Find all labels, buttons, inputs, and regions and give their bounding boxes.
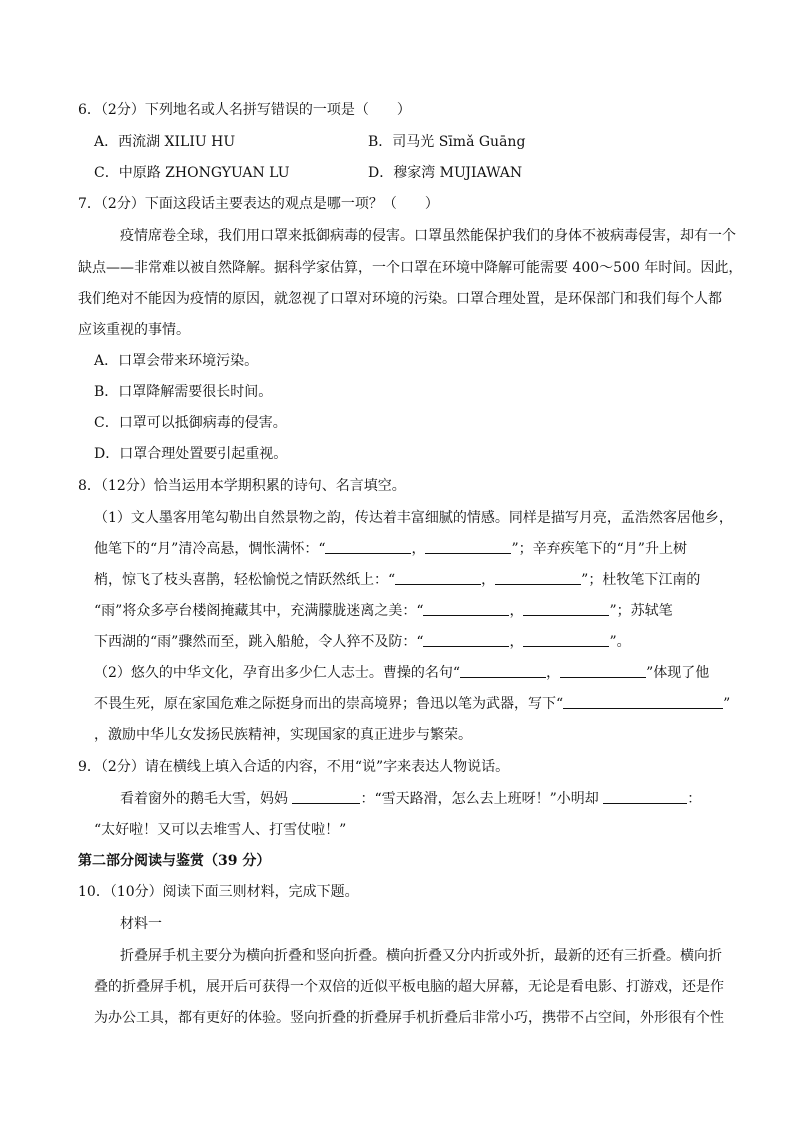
- answer-blank[interactable]: [460, 663, 546, 678]
- q8-line-6: [94, 663, 709, 683]
- q7-option-c: C．口罩可以抵御病毒的侵害。: [94, 415, 287, 431]
- answer-blank[interactable]: [425, 539, 511, 554]
- q9-line-1-text-a: 看着窗外的鹅毛大雪，妈妈: [120, 791, 288, 807]
- q7-passage-line-4: 应该重视的事情。: [78, 322, 190, 338]
- answer-blank[interactable]: [292, 789, 360, 804]
- q10-material-line-2: 叠的折叠屏手机，展开后可获得一个双倍的近似平板电脑的超大屏幕，无论是看电影、打游戏，还是作: [94, 979, 724, 995]
- q8-line-3: [94, 570, 700, 590]
- answer-blank[interactable]: [495, 570, 581, 585]
- section-heading: 第二部分阅读与鉴赏（39 分）: [78, 853, 271, 869]
- q6-option-a: A．西流湖 XILIU HU: [94, 134, 236, 150]
- q8-line-2-text-b: ，: [411, 541, 426, 557]
- q10-material-line-3: 为办公工具，都有更好的体验。竖向折叠的折叠屏手机折叠后非常小巧，携带不占空间，外形很有个性: [94, 1010, 724, 1026]
- q8-line-5-text-c: ”。: [609, 634, 631, 650]
- answer-blank[interactable]: [523, 632, 609, 647]
- q6-option-c: C．中原路 ZHONGYUAN LU: [94, 165, 290, 181]
- q7-option-b: B．口罩降解需要很长时间。: [94, 384, 273, 400]
- q8-line-4: [94, 601, 673, 621]
- q8-line-3-text-a: 梢，惊飞了枝头喜鹊，轻松愉悦之情跃然纸上：“: [94, 572, 396, 588]
- q9-line-2: “太好啦！又可以去堆雪人、打雪仗啦！”: [94, 822, 347, 838]
- q7-option-d: D．口罩合理处置要引起重视。: [94, 446, 288, 462]
- q8-line-4-text-b: ，: [509, 603, 524, 619]
- q8-line-8: ，激励中华儿女发扬民族精神，实现国家的真正进步与繁荣。: [94, 727, 472, 743]
- q7-passage-line-1: 疫情席卷全球，我们用口罩来抵御病毒的侵害。口罩虽然能保护我们的身体不被病毒侵害，却有一个: [120, 228, 736, 244]
- answer-blank[interactable]: [395, 570, 481, 585]
- q7-stem: 7．（2分）下面这段话主要表达的观点是哪一项？（ ）: [78, 196, 439, 212]
- q6-option-b: B．司马光 Sīmǎ Guāng: [368, 134, 526, 150]
- q8-line-6-text-a: （2）悠久的中华文化，孕育出多少仁人志士。曹操的名句“: [94, 665, 461, 681]
- q10-material-title: 材料一: [120, 916, 162, 932]
- q10-material-line-1: 折叠屏手机主要分为横向折叠和竖向折叠。横向折叠又分内折或外折，最新的还有三折叠。横向折: [120, 948, 722, 964]
- q10-stem: 10．（10分）阅读下面三则材料，完成下题。: [78, 884, 359, 900]
- q7-option-a: A．口罩会带来环境污染。: [94, 353, 259, 369]
- q8-line-2-text-a: 他笔下的“月”清冷高悬，惆怅满怀：“: [94, 541, 326, 557]
- q8-line-3-text-c: ”；杜牧笔下江南的: [581, 572, 701, 588]
- q8-line-5-text-b: ，: [509, 634, 524, 650]
- answer-blank[interactable]: [423, 601, 509, 616]
- q8-line-2-text-c: ”；辛弃疾笔下的“月”升上树: [511, 541, 687, 557]
- q8-line-5-text-a: 下西湖的“雨”骤然而至，跳入船舱，令人猝不及防：“: [94, 634, 424, 650]
- q8-line-4-text-c: ”；苏轼笔: [609, 603, 673, 619]
- q8-line-7-text-b: ”: [723, 696, 731, 712]
- answer-blank[interactable]: [423, 632, 509, 647]
- answer-blank[interactable]: [560, 663, 646, 678]
- q8-line-6-text-c: ”体现了他: [646, 665, 710, 681]
- q9-line-1-text-b: ：“雪天路滑，怎么去上班呀！”小明却: [360, 791, 599, 807]
- q9-stem: 9．（2分）请在横线上填入合适的内容，不用“说”字来表达人物说话。: [78, 759, 510, 775]
- q7-passage-line-2: 缺点——非常难以被自然降解。据科学家估算，一个口罩在环境中降解可能需要 400～500 年时间。因此，: [78, 260, 743, 276]
- q8-line-3-text-b: ，: [481, 572, 496, 588]
- answer-blank[interactable]: [603, 789, 687, 804]
- q8-line-7-text-a: 不畏生死，原在家国危难之际挺身而出的崇高境界；鲁迅以笔为武器，写下“: [94, 696, 564, 712]
- q6-stem: 6．（2分）下列地名或人名拼写错误的一项是（ ）: [78, 102, 411, 118]
- q8-line-6-text-b: ，: [546, 665, 561, 681]
- q8-line-5: [94, 632, 631, 652]
- q8-line-7: [94, 694, 730, 714]
- q9-line-1-text-c: ：: [687, 791, 702, 807]
- answer-blank[interactable]: [523, 601, 609, 616]
- answer-blank[interactable]: [563, 694, 723, 709]
- q8-line-2: [94, 539, 687, 559]
- q9-line-1: [120, 789, 701, 809]
- q8-line-1: （1）文人墨客用笔勾勒出自然景物之韵，传达着丰富细腻的情感。同样是描写月亮，孟浩然客居他乡，: [94, 510, 733, 526]
- q6-option-d: D．穆家湾 MUJIAWAN: [368, 165, 523, 181]
- answer-blank[interactable]: [325, 539, 411, 554]
- q8-stem: 8．（12分）恰当运用本学期积累的诗句、名言填空。: [78, 478, 406, 494]
- q8-line-4-text-a: “雨”将众多亭台楼阁掩藏其中，充满朦胧迷离之美：“: [94, 603, 424, 619]
- q7-passage-line-3: 我们绝对不能因为疫情的原因，就忽视了口罩对环境的污染。口罩合理处置，是环保部门和我们每个人都: [78, 291, 722, 307]
